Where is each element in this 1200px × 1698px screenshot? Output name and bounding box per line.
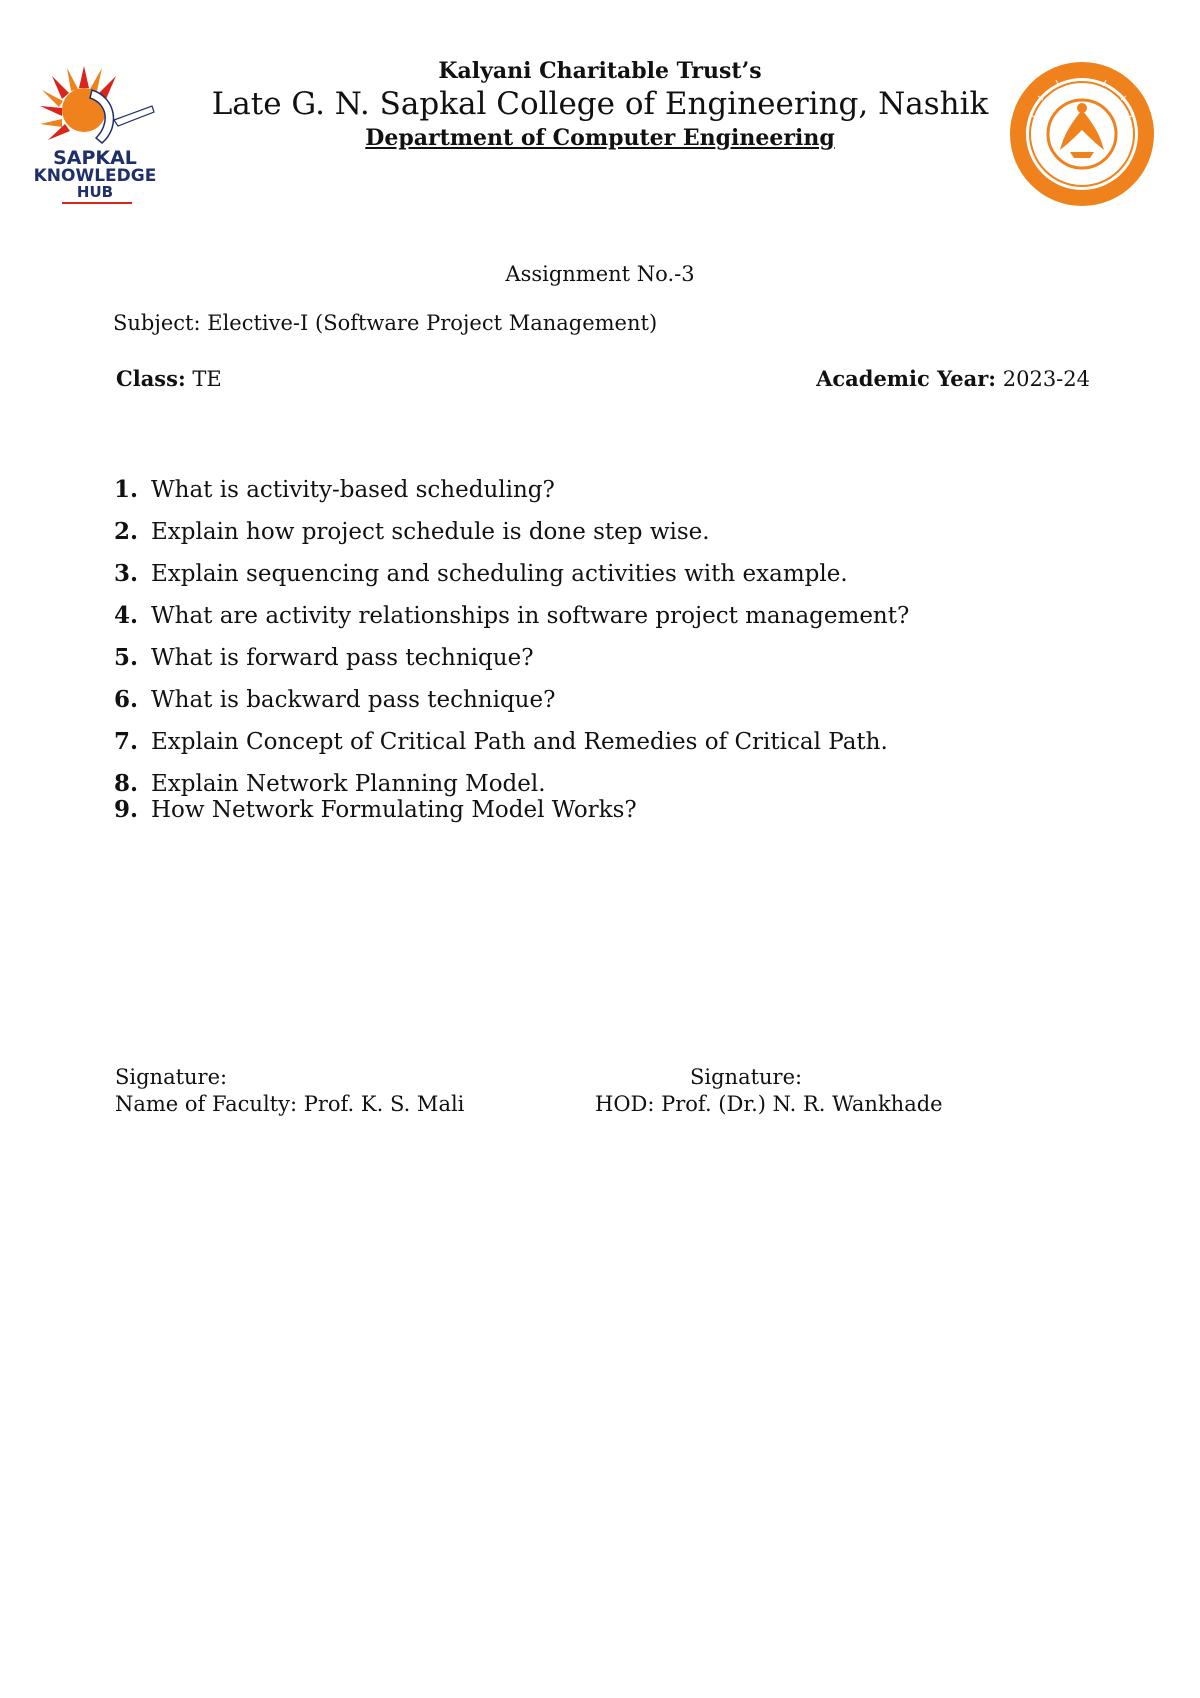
question-item [114, 796, 1114, 823]
question-text: What is forward pass technique? [151, 645, 534, 671]
subject-line [113, 311, 657, 335]
class-value: TE [185, 367, 222, 391]
question-number: 7. [114, 728, 139, 755]
question-text: Explain how project schedule is done step wise. [151, 519, 710, 545]
faculty-name: Name of Faculty: Prof. K. S. Mali [115, 1092, 465, 1116]
question-number: 2. [114, 518, 139, 545]
trust-name: Kalyani Charitable Trust’s [438, 58, 762, 84]
academic-year-value: 2023-24 [996, 367, 1090, 391]
question-text: Explain Concept of Critical Path and Remedies of Critical Path. [151, 729, 888, 755]
question-number: 6. [114, 686, 139, 713]
question-text: How Network Formulating Model Works? [151, 797, 637, 823]
faculty-signature-label: Signature: [115, 1065, 228, 1089]
subject-value: Elective-I (Software Project Management) [200, 311, 658, 335]
logo-text-sapkal: SAPKAL [53, 147, 137, 169]
question-text: What is backward pass technique? [151, 687, 556, 713]
question-text: Explain Network Planning Model. [151, 771, 546, 797]
question-item [114, 644, 1114, 671]
question-item [114, 560, 1114, 587]
question-list [114, 476, 1114, 823]
question-number: 3. [114, 560, 139, 587]
academic-year-label: Academic Year: [816, 366, 997, 391]
department-name: Department of Computer Engineering [365, 125, 835, 151]
hod-name: HOD: Prof. (Dr.) N. R. Wankhade [595, 1092, 943, 1116]
hod-signature-label: Signature: [690, 1065, 803, 1089]
question-item [114, 602, 1114, 629]
college-seal-icon [1008, 60, 1156, 208]
logo-text-knowledge: KNOWLEDGE [33, 166, 157, 186]
class-label: Class: [116, 366, 186, 391]
question-number: 5. [114, 644, 139, 671]
question-number: 8. [114, 770, 139, 797]
question-number: 9. [114, 796, 139, 823]
question-item [114, 770, 1114, 797]
question-item [114, 518, 1114, 545]
question-text: What is activity-based scheduling? [151, 477, 555, 503]
class-line [116, 366, 222, 391]
question-item [114, 476, 1114, 503]
question-text: What are activity relationships in software project management? [151, 603, 910, 629]
question-item [114, 686, 1114, 713]
logo-text-hub: HUB [76, 183, 114, 201]
college-name: Late G. N. Sapkal College of Engineering, Nashik [211, 86, 989, 122]
academic-year-line [816, 366, 1090, 391]
question-text: Explain sequencing and scheduling activities with example. [151, 561, 848, 587]
question-number: 1. [114, 476, 139, 503]
question-item [114, 728, 1114, 755]
assignment-title: Assignment No.-3 [505, 262, 695, 286]
question-number: 4. [114, 602, 139, 629]
subject-label: Subject: [113, 311, 201, 335]
